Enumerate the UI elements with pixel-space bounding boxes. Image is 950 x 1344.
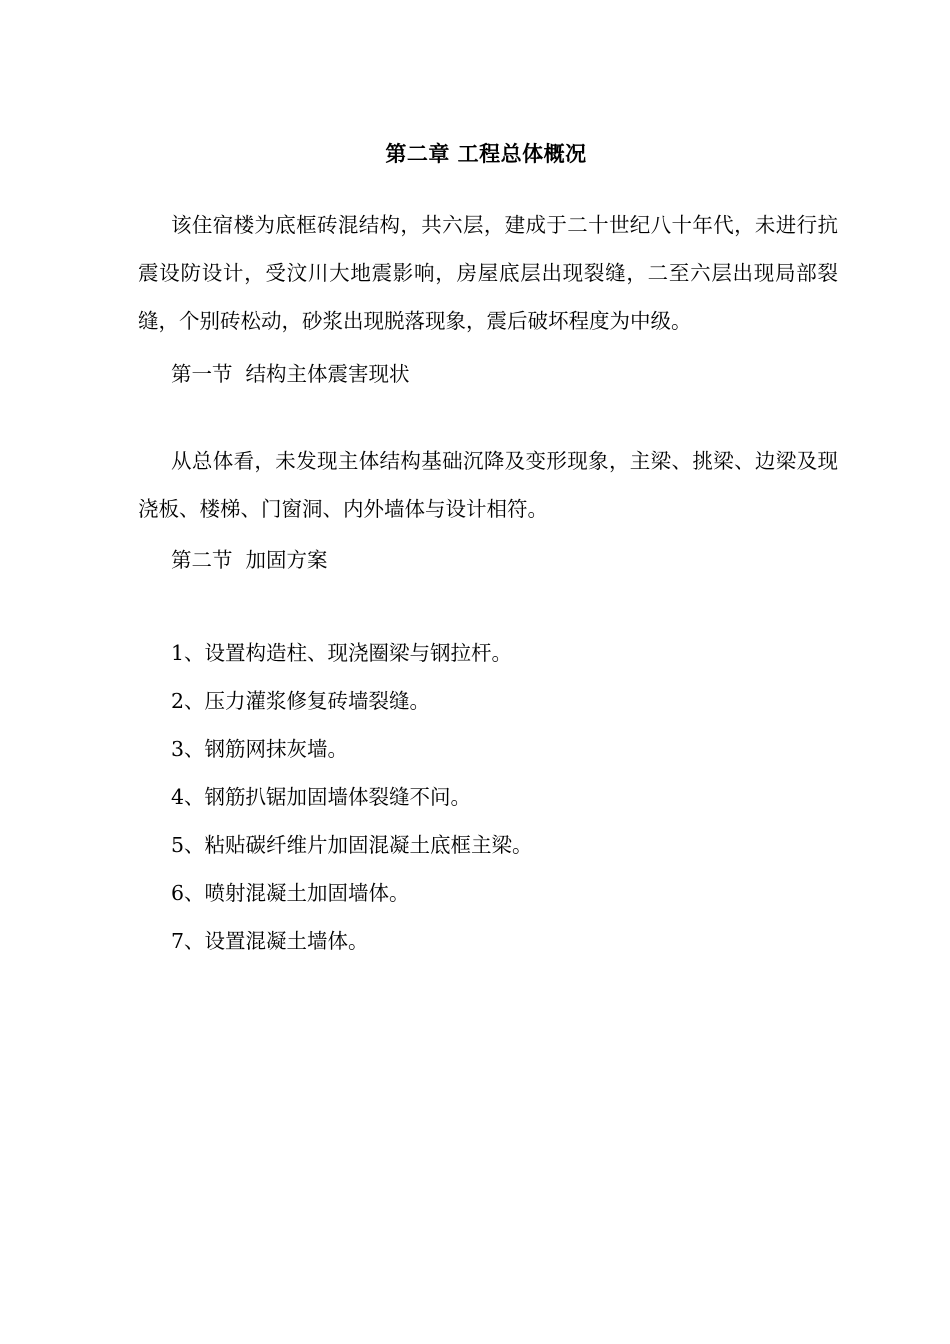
list-item: 5、粘贴碳纤维片加固混凝土底框主梁。 <box>171 833 533 857</box>
list-item: 4、钢筋扒锯加固墙体裂缝不问。 <box>171 785 472 809</box>
list-item: 2、压力灌浆修复砖墙裂缝。 <box>171 689 431 713</box>
section-heading-damage-status: 第一节 结构主体震害现状 <box>171 362 410 386</box>
list-item: 3、钢筋网抹灰墙。 <box>171 737 349 761</box>
chapter-title: 第二章 工程总体概况 <box>385 142 587 166</box>
list-item: 6、喷射混凝土加固墙体。 <box>171 881 410 905</box>
damage-status-paragraph: 从总体看，未发现主体结构基础沉降及变形现象，主梁、挑梁、边梁及现浇板、楼梯、门窗洞、内外墙体与设计相符。 <box>138 449 838 521</box>
section-heading-reinforcement-plan: 第二节 加固方案 <box>171 548 328 572</box>
reinforcement-measures-list <box>171 629 533 965</box>
list-item: 1、设置构造柱、现浇圈梁与钢拉杆。 <box>171 641 513 665</box>
list-item: 7、设置混凝土墙体。 <box>171 929 369 953</box>
intro-paragraph: 该住宿楼为底框砖混结构，共六层，建成于二十世纪八十年代，未进行抗震设防设计，受汶川大地震影响，房屋底层出现裂缝，二至六层出现局部裂缝，个别砖松动，砂浆出现脱落现象，震后破坏程度为中级。 <box>138 213 838 333</box>
